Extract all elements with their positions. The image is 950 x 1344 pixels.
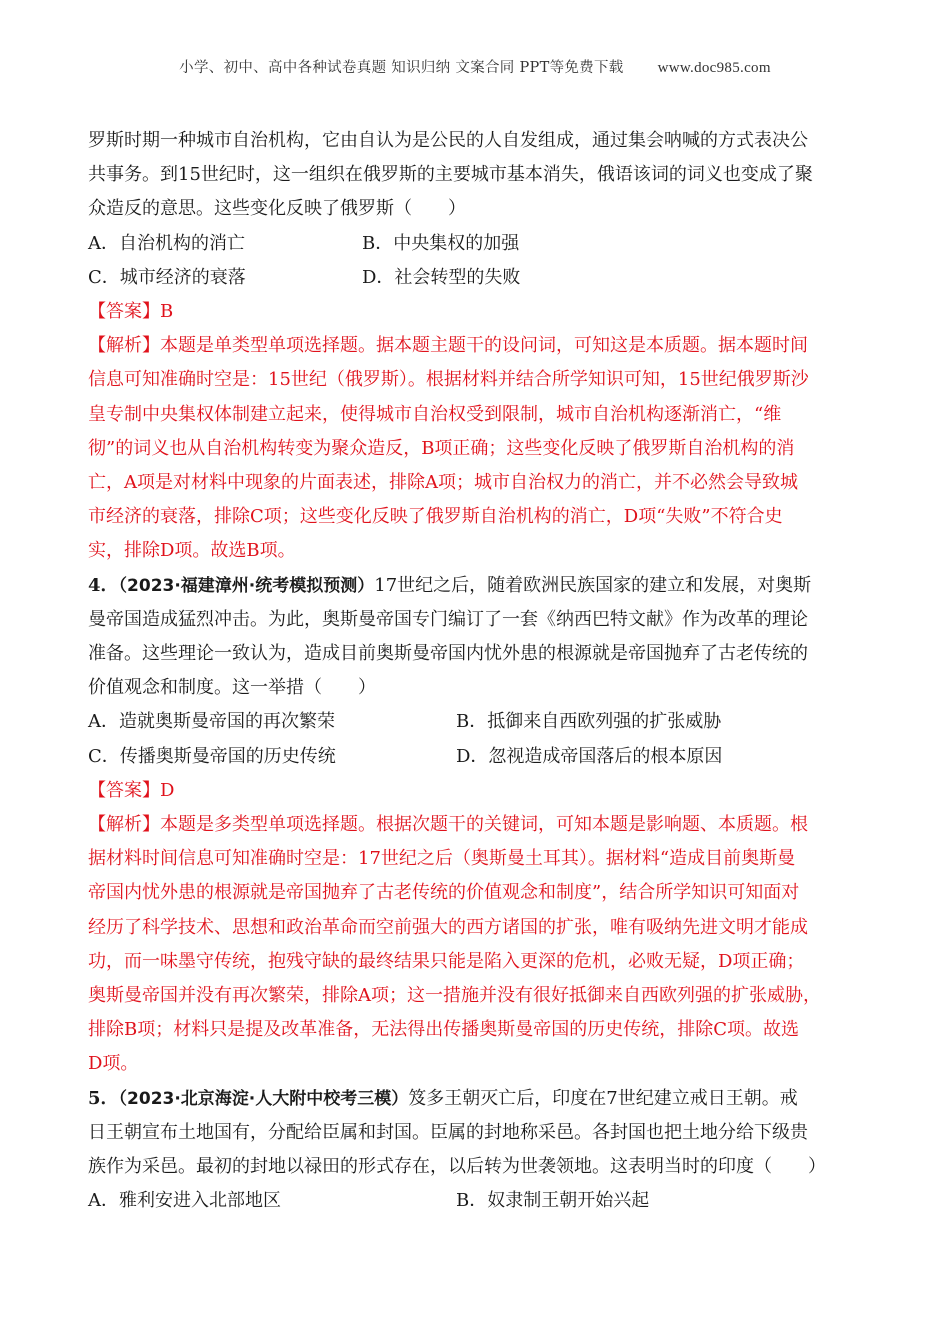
q4-option-d[interactable]: D．忽视造成帝国落后的根本原因 (456, 745, 723, 767)
q4-analysis-line: 帝国内忧外患的根源就是帝国抛弃了古老传统的价值观念和制度”，结合所学知识可知面对 (88, 882, 800, 904)
question-4 (88, 569, 866, 1082)
q4-analysis-line: 奥斯曼帝国并没有再次繁荣，排除A项；这一措施并没有很好抵御来自西欧列强的扩张威胁， (88, 985, 821, 1007)
q4-stem-first-line (88, 569, 866, 603)
q5-source: （2023·北京海淀·人大附中校考三模） (118, 1088, 409, 1109)
q5-stem-first: 笈多王朝灭亡后，印度在7世纪建立戒日王朝。戒 (408, 1087, 798, 1109)
q4-options-row-1 (88, 705, 866, 739)
q4-options-row-2 (88, 740, 866, 774)
q4-analysis-line: 据材料时间信息可知准确时空是：17世纪之后（奥斯曼土耳其）。据材料“造成目前奥斯曼 (88, 848, 796, 870)
q4-source: （2023·福建漳州·统考模拟预测） (118, 575, 375, 596)
q5-stem-first-line (88, 1082, 866, 1116)
q4-option-a[interactable]: A．造就奥斯曼帝国的再次繁荣 (88, 711, 335, 733)
document-body (88, 124, 866, 1219)
q4-analysis-line: 【解析】本题是多类型单项选择题。根据次题干的关键词，可知本题是影响题、本质题。根 (88, 814, 808, 836)
q3-options-row-1 (88, 227, 866, 261)
q4-answer: 【答案】D (88, 779, 175, 801)
q4-stem-first: 17世纪之后，随着欧洲民族国家的建立和发展，对奥斯 (374, 574, 812, 596)
q3-answer: 【答案】B (88, 301, 174, 323)
q5-stem-line: 族作为采邑。最初的封地以禄田的形式存在，以后转为世袭领地。这表明当时的印度（ ） (88, 1156, 826, 1178)
q4-analysis-line: 经历了科学技术、思想和政治革命而空前强大的西方诸国的扩张，唯有吸纳先进文明才能成 (88, 916, 808, 938)
page-header (0, 56, 950, 77)
q5-number: 5． (88, 1087, 119, 1109)
q3-analysis-line: 信息可知准确时空是：15世纪（俄罗斯）。根据材料并结合所学知识可知，15世纪俄罗斯沙 (88, 369, 809, 391)
q4-analysis-line: 排除B项；材料只是提及改革准备，无法得出传播奥斯曼帝国的历史传统，排除C项。故选 (88, 1019, 799, 1041)
q3-stem-line: 共事务。到15世纪时，这一组织在俄罗斯的主要城市基本消失，俄语该词的词义也变成了聚 (88, 164, 813, 186)
q3-analysis-line: 亡，A项是对材料中现象的片面表述，排除A项；城市自治权力的消亡，并不必然会导致城 (88, 472, 798, 494)
q4-number: 4． (88, 574, 119, 596)
q3-stem-line: 罗斯时期一种城市自治机构，它由自认为是公民的人自发组成，通过集会呐喊的方式表决公 (88, 130, 808, 151)
q4-option-b[interactable]: B．抵御来自西欧列强的扩张威胁 (456, 711, 722, 733)
q4-stem-line: 曼帝国造成猛烈冲击。为此，奥斯曼帝国专门编订了一套《纳西巴特文献》作为改革的理论 (88, 608, 808, 630)
q4-option-c[interactable]: C．传播奥斯曼帝国的历史传统 (88, 745, 336, 767)
q3-analysis-line: 彻”的词义也从自治机构转变为聚众造反，B项正确；这些变化反映了俄罗斯自治机构的消 (88, 437, 795, 459)
q4-analysis-line: 功，而一味墨守传统，抱残守缺的最终结果只能是陷入更深的危机，必败无疑，D项正确； (88, 950, 805, 972)
q3-options-row-2 (88, 261, 866, 295)
q5-options-row-1 (88, 1184, 866, 1218)
q3-option-a[interactable]: A．自治机构的消亡 (88, 232, 245, 254)
q3-analysis-line: 【解析】本题是单类型单项选择题。据本题主题干的设问词，可知这是本质题。据本题时间 (88, 335, 808, 357)
header-text: 小学、初中、高中各种试卷真题 知识归纳 文案合同 PPT等免费下载 (179, 60, 624, 76)
q3-option-d[interactable]: D．社会转型的失败 (362, 266, 521, 288)
q4-analysis (88, 808, 866, 1082)
q3-analysis-line: 皇专制中央集权体制建立起来，使得城市自治权受到限制，城市自治机构逐渐消亡，“维 (88, 403, 782, 425)
question-3 (88, 124, 866, 569)
q5-stem-line: 日王朝宣布土地国有，分配给臣属和封国。臣属的封地称采邑。各封国也把土地分给下级贵 (88, 1121, 808, 1143)
q5-option-b[interactable]: B．奴隶制王朝开始兴起 (456, 1190, 650, 1212)
q4-stem-line: 价值观念和制度。这一举措（ ） (88, 677, 376, 699)
q3-option-c[interactable]: C．城市经济的衰落 (88, 266, 246, 288)
question-5 (88, 1082, 866, 1219)
q3-option-b[interactable]: B．中央集权的加强 (362, 232, 520, 254)
q4-analysis-line: D项。 (88, 1053, 139, 1075)
q3-analysis (88, 329, 866, 568)
header-site-link[interactable]: www.doc985.com (657, 60, 771, 76)
q4-stem-line: 准备。这些理论一致认为，造成目前奥斯曼帝国内忧外患的根源就是帝国抛弃了古老传统的 (88, 643, 808, 665)
q5-option-a[interactable]: A．雅利安进入北部地区 (88, 1190, 281, 1212)
q3-analysis-line: 市经济的衰落，排除C项；这些变化反映了俄罗斯自治机构的消亡，D项“失败”不符合史 (88, 506, 783, 528)
q3-stem-line: 众造反的意思。这些变化反映了俄罗斯（ ） (88, 198, 466, 220)
q3-analysis-line: 实，排除D项。故选B项。 (88, 540, 296, 562)
